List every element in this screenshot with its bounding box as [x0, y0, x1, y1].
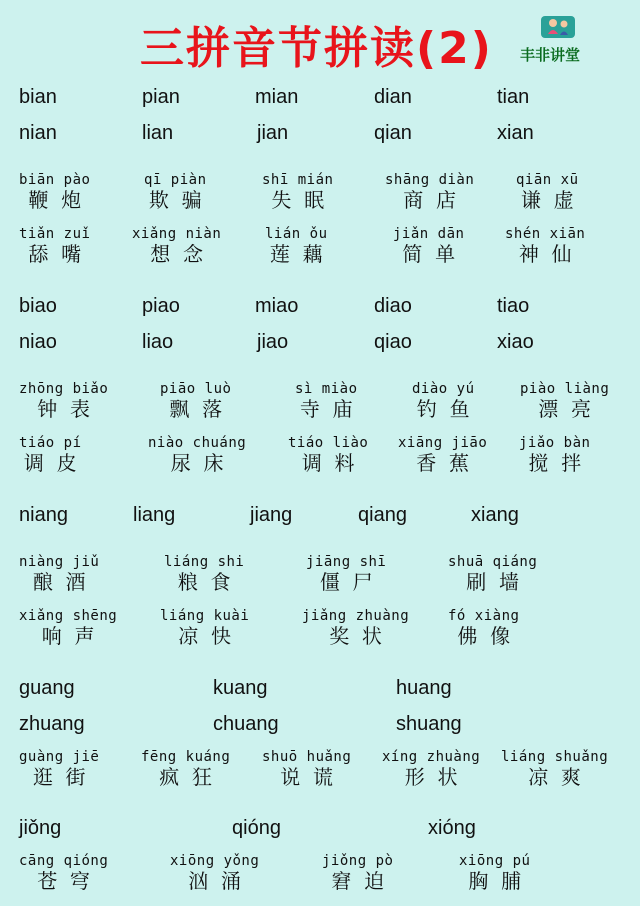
word-item — [398, 435, 487, 475]
word-item — [19, 608, 117, 648]
syllable: niao — [19, 331, 57, 353]
syllable: pian — [142, 86, 180, 108]
word-pinyin: cāng qióng — [19, 853, 109, 869]
word-item — [19, 435, 82, 475]
word-hanzi: 刷 墙 — [466, 570, 519, 594]
word-pinyin: fēng kuáng — [141, 749, 231, 765]
page-title: 三拼音节拼读(2) — [140, 23, 493, 74]
word-item — [322, 853, 393, 893]
syllable: diao — [374, 295, 412, 317]
word-pinyin: xiōng pú — [459, 853, 531, 869]
syllable: liao — [142, 331, 174, 353]
word-pinyin: tiáo pí — [19, 435, 82, 451]
word-pinyin: shāng diàn — [385, 172, 475, 188]
word-item — [519, 435, 590, 475]
word-item — [448, 608, 519, 648]
word-hanzi: 凉 爽 — [528, 765, 581, 789]
word-item — [19, 172, 90, 212]
syllable: kuang — [213, 677, 268, 699]
syllable: huang — [396, 677, 452, 699]
syllable: qiao — [374, 331, 412, 353]
syllable: zhuang — [19, 713, 85, 735]
word-pinyin: xiōng yǒng — [170, 853, 260, 869]
word-hanzi: 商 店 — [403, 188, 456, 212]
word-hanzi: 钓 鱼 — [416, 397, 470, 421]
word-item — [19, 853, 108, 893]
word-pinyin: jiǎo bàn — [519, 435, 591, 451]
syllable: xiang — [471, 504, 519, 526]
word-item — [265, 226, 328, 266]
word-hanzi: 佛 像 — [457, 624, 511, 648]
teacher-logo-icon — [540, 14, 576, 40]
word-hanzi: 酿 酒 — [32, 570, 86, 594]
word-item — [501, 749, 608, 789]
word-item — [382, 749, 480, 789]
word-hanzi: 说 谎 — [280, 765, 333, 789]
word-item — [160, 381, 231, 421]
word-pinyin: xiǎng niàn — [132, 226, 222, 242]
word-item — [393, 226, 464, 266]
word-item — [295, 381, 358, 421]
word-hanzi: 苍 穹 — [37, 869, 90, 893]
word-hanzi: 漂 亮 — [538, 397, 591, 421]
word-pinyin: qiān xū — [516, 172, 579, 188]
word-item — [132, 226, 221, 266]
word-item — [148, 435, 246, 475]
word-pinyin: jiǒng pò — [322, 853, 394, 869]
syllable: jiang — [250, 504, 293, 526]
syllable: tiao — [497, 295, 530, 317]
syllable: piao — [142, 295, 180, 317]
syllable: xian — [497, 122, 534, 144]
word-pinyin: piāo luò — [160, 381, 232, 397]
syllable: xióng — [428, 817, 476, 839]
word-item — [262, 749, 351, 789]
syllable: qióng — [232, 817, 281, 839]
word-pinyin: xíng zhuàng — [382, 749, 481, 765]
word-item — [385, 172, 474, 212]
syllable: qian — [374, 122, 412, 144]
word-pinyin: shī mián — [262, 172, 334, 188]
word-pinyin: tiǎn zuǐ — [19, 226, 91, 242]
word-hanzi: 响 声 — [41, 624, 95, 648]
word-item — [262, 172, 333, 212]
word-item — [164, 554, 244, 594]
syllable: dian — [374, 86, 412, 108]
word-pinyin: liáng shuǎng — [501, 749, 609, 765]
word-pinyin: sì miào — [295, 381, 358, 397]
word-item — [306, 554, 386, 594]
word-pinyin: lián ǒu — [265, 226, 328, 242]
word-hanzi: 形 状 — [404, 765, 458, 789]
word-pinyin: jiǎng zhuàng — [302, 608, 410, 624]
word-item — [505, 226, 585, 266]
word-hanzi: 欺 骗 — [148, 188, 202, 212]
word-pinyin: jiǎn dān — [393, 226, 465, 242]
brand-name: 丰非讲堂 — [520, 46, 581, 64]
syllable: qiang — [358, 504, 407, 526]
word-hanzi: 粮 食 — [177, 570, 231, 594]
word-item — [160, 608, 249, 648]
syllable: bian — [19, 86, 57, 108]
word-hanzi: 调 料 — [301, 451, 355, 475]
word-hanzi: 奖 状 — [329, 624, 382, 648]
syllable: chuang — [213, 713, 279, 735]
word-hanzi: 胸 脯 — [468, 869, 522, 893]
word-hanzi: 尿 床 — [170, 451, 224, 475]
syllable: liang — [133, 504, 176, 526]
syllable: biao — [19, 295, 57, 317]
word-pinyin: shuā qiáng — [448, 554, 538, 570]
word-item — [19, 554, 99, 594]
word-hanzi: 寺 庙 — [299, 397, 353, 421]
word-item — [459, 853, 530, 893]
word-hanzi: 钟 表 — [37, 397, 90, 421]
word-hanzi: 汹 涌 — [188, 869, 241, 893]
word-pinyin: fó xiàng — [448, 608, 520, 624]
syllable: jiǒng — [19, 817, 62, 839]
word-item — [520, 381, 609, 421]
syllable: lian — [142, 122, 174, 144]
word-item — [516, 172, 579, 212]
word-pinyin: diào yú — [412, 381, 475, 397]
word-hanzi: 神 仙 — [518, 242, 572, 266]
word-pinyin: piào liàng — [520, 381, 610, 397]
word-hanzi: 舔 嘴 — [28, 242, 82, 266]
word-hanzi: 简 单 — [402, 242, 456, 266]
syllable: shuang — [396, 713, 462, 735]
word-pinyin: niào chuáng — [148, 435, 247, 451]
word-pinyin: shuō huǎng — [262, 749, 352, 765]
word-hanzi: 凉 快 — [178, 624, 231, 648]
word-hanzi: 失 眠 — [271, 188, 325, 212]
syllable: niang — [19, 504, 68, 526]
word-pinyin: liáng kuài — [160, 608, 250, 624]
word-item — [288, 435, 368, 475]
word-hanzi: 疯 狂 — [159, 765, 212, 789]
word-pinyin: niàng jiǔ — [19, 554, 100, 570]
word-hanzi: 窘 迫 — [331, 869, 385, 893]
word-pinyin: jiāng shī — [306, 554, 387, 570]
word-pinyin: shén xiān — [505, 226, 586, 242]
word-item — [302, 608, 409, 648]
word-hanzi: 想 念 — [150, 242, 203, 266]
word-item — [141, 749, 230, 789]
word-hanzi: 僵 尸 — [319, 570, 373, 594]
word-item — [19, 381, 108, 421]
word-hanzi: 莲 藕 — [269, 242, 323, 266]
word-hanzi: 逛 街 — [32, 765, 86, 789]
word-pinyin: liáng shi — [164, 554, 245, 570]
word-item — [412, 381, 475, 421]
word-item — [448, 554, 537, 594]
word-hanzi: 搅 拌 — [528, 451, 582, 475]
syllable: xiao — [497, 331, 534, 353]
word-hanzi: 飘 落 — [169, 397, 223, 421]
word-pinyin: xiǎng shēng — [19, 608, 118, 624]
word-item — [19, 226, 90, 266]
syllable: miao — [255, 295, 299, 317]
word-item — [144, 172, 207, 212]
word-item — [170, 853, 259, 893]
word-pinyin: tiáo liào — [288, 435, 369, 451]
syllable: jian — [257, 122, 289, 144]
word-pinyin: qī piàn — [144, 172, 207, 188]
word-pinyin: guàng jiē — [19, 749, 100, 765]
word-hanzi: 香 蕉 — [416, 451, 469, 475]
word-pinyin: zhōng biǎo — [19, 381, 109, 397]
syllable: tian — [497, 86, 530, 108]
word-hanzi: 谦 虚 — [520, 188, 574, 212]
syllable: nian — [19, 122, 57, 144]
syllable: jiao — [257, 331, 289, 353]
word-hanzi: 调 皮 — [23, 451, 77, 475]
word-item — [19, 749, 99, 789]
syllable: mian — [255, 86, 299, 108]
syllable: guang — [19, 677, 75, 699]
word-pinyin: biān pào — [19, 172, 91, 188]
word-hanzi: 鞭 炮 — [28, 188, 82, 212]
word-pinyin: xiāng jiāo — [398, 435, 488, 451]
